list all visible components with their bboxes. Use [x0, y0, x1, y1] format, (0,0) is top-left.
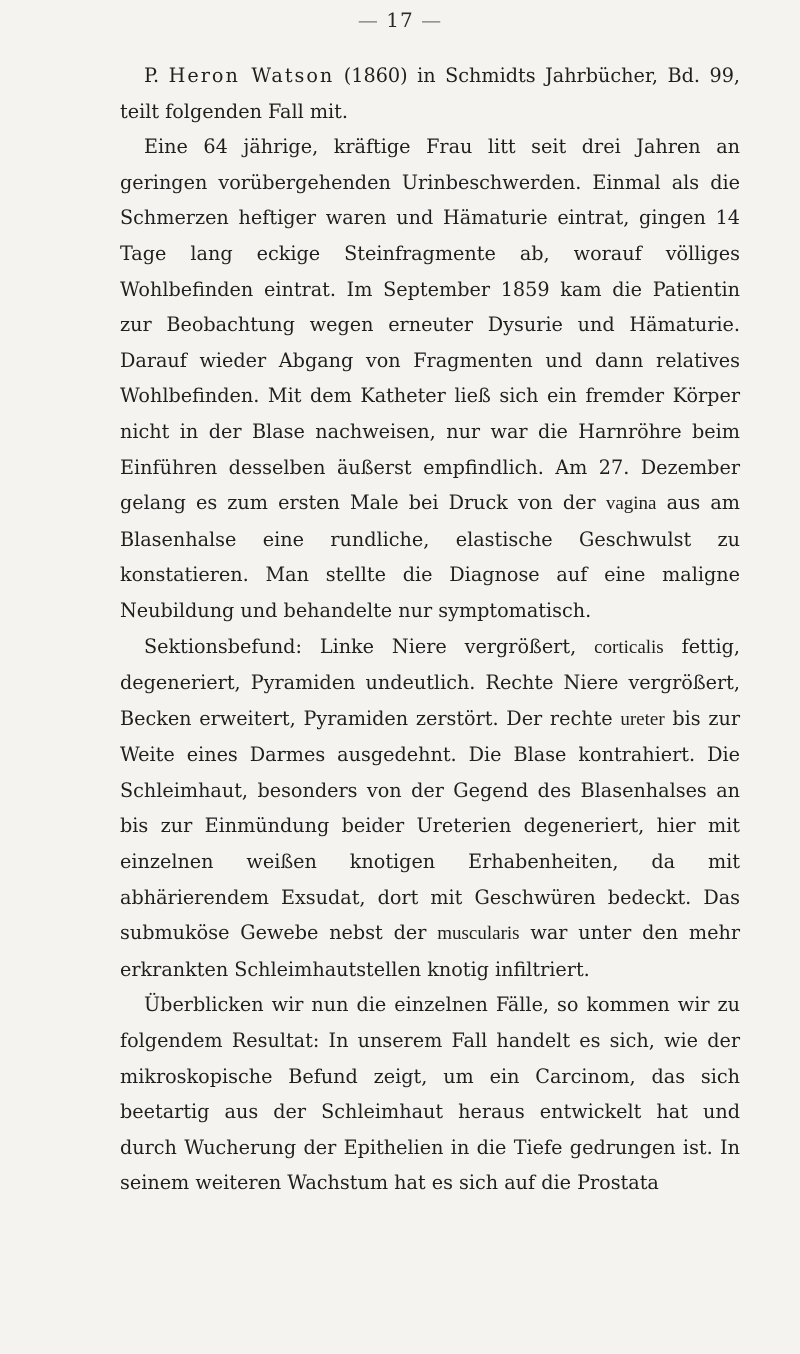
text-segment: Sektionsbefund: Linke Niere vergrößert, — [144, 634, 595, 658]
latin-term: corticalis — [594, 636, 664, 658]
text-segment: (1860) in Schmidts Jahrbücher, Bd. 99, teilt folgenden Fall mit. — [120, 64, 741, 123]
latin-term: ureter — [620, 708, 665, 730]
author-name: Heron Watson — [168, 64, 335, 87]
paragraph-autopsy-findings — [120, 629, 740, 988]
page-number-dash-right: — — [421, 8, 443, 32]
text-segment: aus am Blasenhalse eine rundliche, elastische Geschwulst zu konstatieren. Man stellte die Diagnose auf eine maligne Neubildung und behandelte nur symptomatisch. — [120, 491, 740, 622]
text-segment: P. — [144, 64, 169, 87]
page-number — [0, 8, 800, 32]
text-segment: Überblicken wir nun die einzelnen Fälle, so kommen wir zu folgendem Resultat: In unserem Fall handelt es sich, wie der mikroskopische Befund zeigt, um ein Carcinom, das sich beetartig aus der Schleimhaut heraus entwickelt hat und durch Wucherung der Epithelien in die Tiefe gedrungen ist. In seinem weiteren Wachstum hat es sich auf die Prostata — [120, 993, 740, 1195]
page-number-dash-left: — — [357, 8, 379, 32]
latin-term: muscularis — [437, 923, 520, 945]
text-segment: fettig, degeneriert, Pyramiden undeutlich. Rechte Niere vergrößert, Becken erweitert, Pyramiden zerstört. Der rechte — [120, 634, 740, 730]
paragraph-summary — [120, 987, 740, 1201]
body-text — [120, 58, 740, 1201]
text-segment: war unter den mehr erkrankten Schleimhautstellen knotig infiltriert. — [120, 921, 740, 981]
text-segment: bis zur Weite eines Darmes ausgedehnt. Die Blase kontrahiert. Die Schleimhaut, besonders von der Gegend des Blasenhalses an bis zur Einmündung beider Ureterien degeneriert, hier mit einzelnen weißen knotigen Erhabenheiten, da mit abhärierendem Exsudat, dort mit Geschwüren bedeckt. Das submuköse Gewebe nebst der — [120, 706, 740, 945]
page-number-value: 17 — [386, 8, 414, 32]
latin-term: vagina — [605, 493, 657, 515]
text-segment: Eine 64 jährige, kräftige Frau litt seit drei Jahren an geringen vorübergehenden Urinbeschwerden. Einmal als die Schmerzen heftiger waren und Hämaturie eintrat, gingen 14 Tage lang eckige Steinfragmente ab, worauf völliges Wohlbefinden eintrat. Im September 1859 kam die Patientin zur Beobachtung wegen erneuter Dysurie und Hämaturie. Darauf wieder Abgang von Fragmenten und dann relatives Wohlbefinden. Mit dem Katheter ließ sich ein fremder Körper nicht in der Blase nachweisen, nur war die Harnröhre beim Einführen desselben äußerst empfindlich. Am 27. Dezember gelang es zum ersten Male bei Druck von der — [120, 135, 740, 515]
paragraph-citation — [120, 58, 740, 129]
paragraph-case-history — [120, 129, 740, 628]
